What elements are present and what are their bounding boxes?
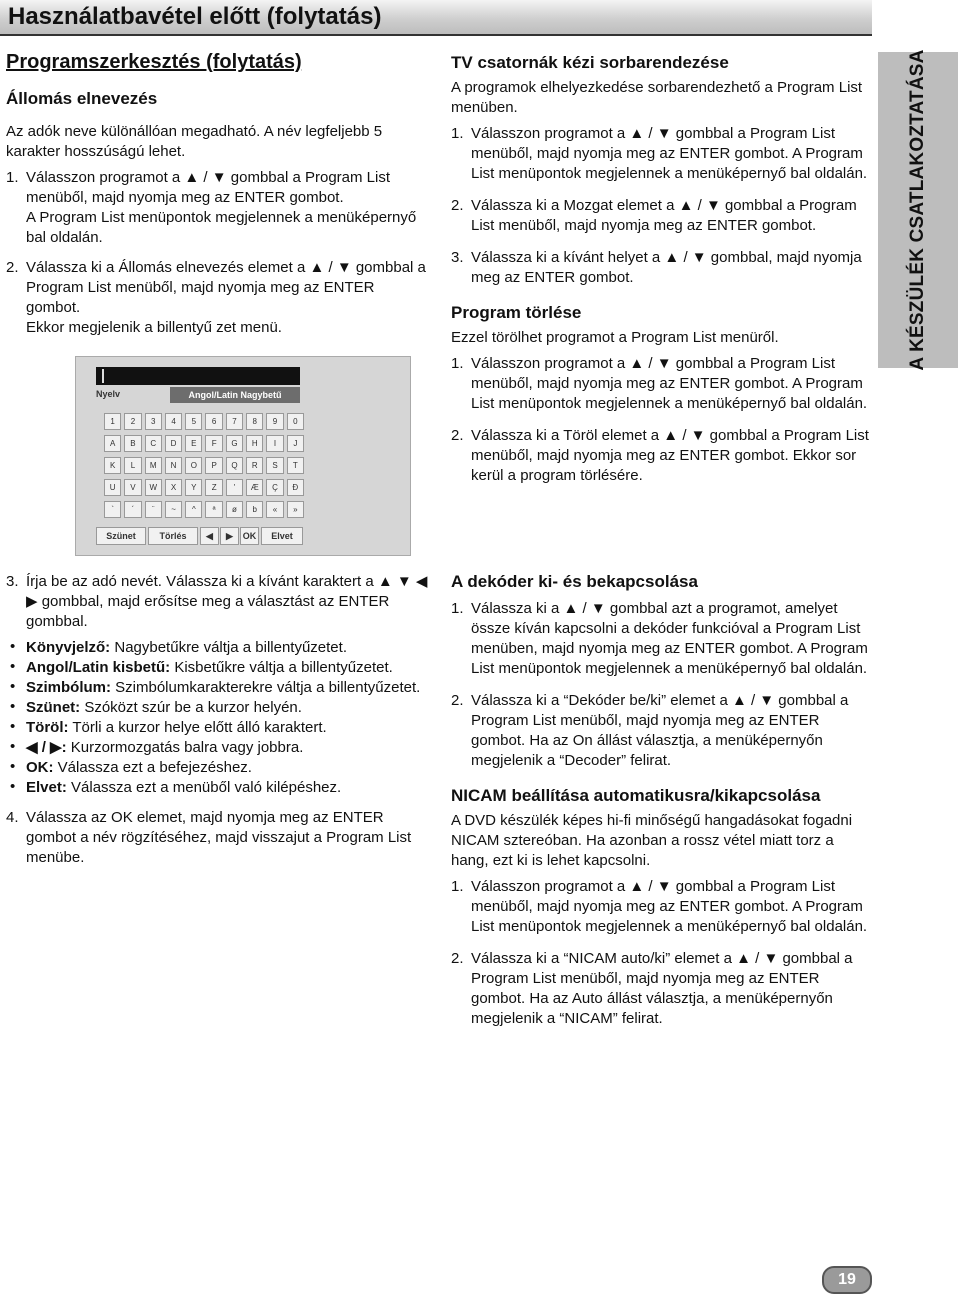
option-desc: Kisbetűkre váltja a billentyűzetet. <box>170 659 393 676</box>
character-key: ´ <box>124 501 141 518</box>
option-desc: Szóközt szúr be a kurzor helyén. <box>80 699 302 716</box>
key-row <box>104 479 304 496</box>
step-item <box>451 196 873 236</box>
ok-key: OK <box>240 527 259 545</box>
cancel-key: Elvet <box>261 527 303 545</box>
character-key: U <box>104 479 121 496</box>
left-column-top <box>6 50 431 338</box>
character-key: 1 <box>104 413 121 430</box>
key-row <box>104 501 304 518</box>
page-number: 19 <box>838 1271 856 1288</box>
character-key: D <box>165 435 182 452</box>
sort-section-title: TV csatornák kézi sorbarendezése <box>451 53 729 72</box>
page-header-title: Használatbavétel előtt (folytatás) <box>8 3 382 30</box>
nicam-section-title: NICAM beállítása automatikusra/kikapcsolása <box>451 786 821 805</box>
step-text: Válassza ki a ▲ / ▼ gombbal azt a programot, amelyet össze kíván kapcsolni a dekóder funkcióval a Program List menüben, majd nyomja meg az ENTER gombot. A Program List menüpontok megjelennek a menüképernyő bal oldalán. <box>471 600 868 677</box>
delete-intro: Ezzel törölhet programot a Program List menüről. <box>451 329 779 346</box>
character-key: N <box>165 457 182 474</box>
step-item <box>451 124 873 184</box>
character-key: 4 <box>165 413 182 430</box>
step-4: 4. Válassza az OK elemet, majd nyomja meg az ENTER gombot a név rögzítéséhez, majd visszajut a Program List menübe. <box>6 809 412 866</box>
character-key: L <box>124 457 141 474</box>
step-number: 2. <box>451 950 464 967</box>
character-key: » <box>287 501 304 518</box>
nicam-intro: A DVD készülék képes hi-fi minőségű hangadásokat fogadni NICAM sztereóban. Ha azonban a rossz vétel miatt torz a hang, ezt ki is lehet kapcsolni. <box>451 812 853 869</box>
character-key: Ç <box>266 479 283 496</box>
step-text: Válasszon programot a ▲ / ▼ gombbal a Program List menüből, majd nyomja meg az ENTER gombot. A Program List menüpontok megjelennek a menüképernyő bal oldalán. <box>471 355 868 412</box>
option-term: Angol/Latin kisbetű: <box>26 659 171 676</box>
key-row <box>104 457 304 474</box>
step-number: 1. <box>451 125 464 142</box>
character-key: ø <box>226 501 243 518</box>
right-column <box>451 52 873 486</box>
character-key: J <box>287 435 304 452</box>
option-term: Töröl: <box>26 719 69 736</box>
key-row <box>104 435 304 452</box>
delete-steps <box>451 354 873 486</box>
bullet-icon: • <box>10 718 16 735</box>
step-item <box>451 949 873 1029</box>
text-cursor <box>102 369 104 383</box>
character-key: Z <box>205 479 222 496</box>
option-term: ◀ / ▶: <box>26 739 67 756</box>
bullet-icon: • <box>10 698 16 715</box>
character-key: ` <box>104 501 121 518</box>
step-number: 3. <box>451 249 464 266</box>
character-key: 2 <box>124 413 141 430</box>
option-term: OK: <box>26 759 54 776</box>
cursor-left-key: ◀ <box>200 527 219 545</box>
character-key: ' <box>226 479 243 496</box>
option-item <box>6 678 431 698</box>
language-label: Nyelv <box>96 389 121 399</box>
key-row <box>104 413 304 430</box>
character-key: 8 <box>246 413 263 430</box>
character-key: M <box>145 457 162 474</box>
delete-section-title: Program törlése <box>451 303 582 322</box>
character-key: H <box>246 435 263 452</box>
step-item <box>451 691 873 771</box>
character-key: O <box>185 457 202 474</box>
step-1: 1. Válasszon programot a ▲ / ▼ gombbal a Program List menüből, majd nyomja meg az ENTER gombot. A Program List menüpontok megjelennek a menüképernyő bal oldalán. <box>6 169 417 246</box>
step-text: Válassza ki a kívánt helyet a ▲ / ▼ gombbal, majd nyomja meg az ENTER gombot. <box>471 249 862 286</box>
character-key: ~ <box>165 501 182 518</box>
character-key: « <box>266 501 283 518</box>
character-key: C <box>145 435 162 452</box>
sort-steps <box>451 124 873 288</box>
bullet-icon: • <box>10 738 16 755</box>
character-key: ª <box>205 501 222 518</box>
character-key: I <box>266 435 283 452</box>
character-key: 0 <box>287 413 304 430</box>
nicam-steps <box>451 877 873 1029</box>
space-key: Szünet <box>96 527 146 545</box>
step-text: Válassza ki a “NICAM auto/ki” elemet a ▲ / ▼ gombbal a Program List menüből, majd nyomja meg az ENTER gombot. Ha az Auto állást választja, a menüképernyőn megjelenik a “NICAM” felirat. <box>471 950 853 1027</box>
character-key: Q <box>226 457 243 474</box>
option-item <box>6 778 431 798</box>
step-item <box>451 877 873 937</box>
character-key: G <box>226 435 243 452</box>
intro-text: Az adók neve különállóan megadható. A név legfeljebb 5 karakter hosszúságú lehet. <box>6 123 383 160</box>
option-desc: Nagybetűkre váltja a billentyűzetet. <box>110 639 347 656</box>
character-key: 6 <box>205 413 222 430</box>
option-desc: Szimbólumkarakterekre váltja a billentyűzetet. <box>111 679 421 696</box>
section-title: Programszerkesztés (folytatás) <box>6 51 302 73</box>
language-value: Angol/Latin Nagybetű <box>170 387 300 403</box>
character-key: 7 <box>226 413 243 430</box>
option-desc: Törli a kurzor helye előtt álló karaktert. <box>68 719 327 736</box>
character-key: ^ <box>185 501 202 518</box>
character-key: A <box>104 435 121 452</box>
option-item <box>6 698 431 718</box>
bullet-icon: • <box>10 678 16 695</box>
character-key: B <box>124 435 141 452</box>
character-key: K <box>104 457 121 474</box>
step-number: 2. <box>451 427 464 444</box>
option-item <box>6 738 431 758</box>
bullet-icon: • <box>10 658 16 675</box>
character-key: 5 <box>185 413 202 430</box>
character-key: Ð <box>287 479 304 496</box>
character-key: E <box>185 435 202 452</box>
option-term: Könyvjelző: <box>26 639 111 656</box>
step-number: 2. <box>451 197 464 214</box>
step-text: Válassza ki a “Dekóder be/ki” elemet a ▲ / ▼ gombbal a Program List menüből, majd nyomja meg az ENTER gombot. Ha az On állást választja, a menüképernyőn megjelenik a “Decoder” felirat. <box>471 692 849 769</box>
step-item <box>451 248 873 288</box>
option-item <box>6 758 431 778</box>
character-key: X <box>165 479 182 496</box>
option-term: Szünet: <box>26 699 81 716</box>
character-key: ¨ <box>145 501 162 518</box>
page-number-badge <box>822 1266 872 1294</box>
section-side-tab <box>878 49 958 371</box>
step-number: 2. <box>451 692 464 709</box>
bullet-icon: • <box>10 758 16 775</box>
bullet-icon: • <box>10 778 16 795</box>
character-key: b <box>246 501 263 518</box>
step-2: 2. Válassza ki a Állomás elnevezés elemet a ▲ / ▼ gombbal a Program List menüből, majd nyomja meg az ENTER gombot. Ekkor megjelenik a billentyű zet menü. <box>6 259 426 336</box>
step-item <box>451 426 873 486</box>
sort-intro: A programok elhelyezkedése sorbarendezhető a Program List menüben. <box>451 79 863 116</box>
character-key: T <box>287 457 304 474</box>
step-number: 1. <box>451 600 464 617</box>
decoder-section-title: A dekóder ki- és bekapcsolása <box>451 572 698 591</box>
option-term: Elvet: <box>26 779 67 796</box>
option-term: Szimbólum: <box>26 679 111 696</box>
step-text: Válasszon programot a ▲ / ▼ gombbal a Program List menüből, majd nyomja meg az ENTER gombot. A Program List menüpontok megjelennek a menüképernyő bal oldalán. <box>471 125 868 182</box>
keyboard-menu-screenshot <box>75 356 411 556</box>
decoder-steps <box>451 599 873 771</box>
step-item <box>451 599 873 679</box>
keyboard-options-list <box>6 638 431 798</box>
side-tab-label: A KÉSZÜLÉK CSATLAKOZTATÁSA <box>907 49 928 371</box>
option-item <box>6 718 431 738</box>
step-3: 3. Írja be az adó nevét. Válassza ki a kívánt karaktert a ▲ ▼ ◀ ▶ gombbal, majd erősítse meg a választást az ENTER gombbal. <box>6 573 428 630</box>
character-key: S <box>266 457 283 474</box>
character-key: F <box>205 435 222 452</box>
left-column-bottom <box>6 572 431 868</box>
option-item <box>6 658 431 678</box>
character-key: 9 <box>266 413 283 430</box>
cursor-right-key: ▶ <box>220 527 239 545</box>
option-item <box>6 638 431 658</box>
delete-key: Törlés <box>148 527 198 545</box>
right-column-lower <box>451 571 873 1029</box>
character-key: Æ <box>246 479 263 496</box>
page-header <box>0 0 872 36</box>
character-key: P <box>205 457 222 474</box>
step-item <box>451 354 873 414</box>
step-text: Válassza ki a Mozgat elemet a ▲ / ▼ gombbal a Program List menüből, majd nyomja meg az ENTER gombot. <box>471 197 857 234</box>
character-key: V <box>124 479 141 496</box>
step-text: Válasszon programot a ▲ / ▼ gombbal a Program List menüből, majd nyomja meg az ENTER gombot. A Program List menüpontok megjelennek a menüképernyő bal oldalán. <box>471 878 868 935</box>
option-desc: Kurzormozgatás balra vagy jobbra. <box>66 739 304 756</box>
step-text: Válassza ki a Töröl elemet a ▲ / ▼ gombbal a Program List menüből, majd nyomja meg az ENTER gombot. Ekkor sor kerül a program törlésére. <box>471 427 869 484</box>
option-desc: Válassza ezt a befejezéshez. <box>53 759 252 776</box>
option-desc: Válassza ezt a menüből való kilépéshez. <box>66 779 342 796</box>
step-number: 1. <box>451 878 464 895</box>
character-key: 3 <box>145 413 162 430</box>
subsection-title: Állomás elnevezés <box>6 89 158 108</box>
bullet-icon: • <box>10 638 16 655</box>
character-key: W <box>145 479 162 496</box>
character-key: Y <box>185 479 202 496</box>
name-input-bar <box>96 367 300 385</box>
step-number: 1. <box>451 355 464 372</box>
character-key: R <box>246 457 263 474</box>
character-grid <box>104 413 304 523</box>
